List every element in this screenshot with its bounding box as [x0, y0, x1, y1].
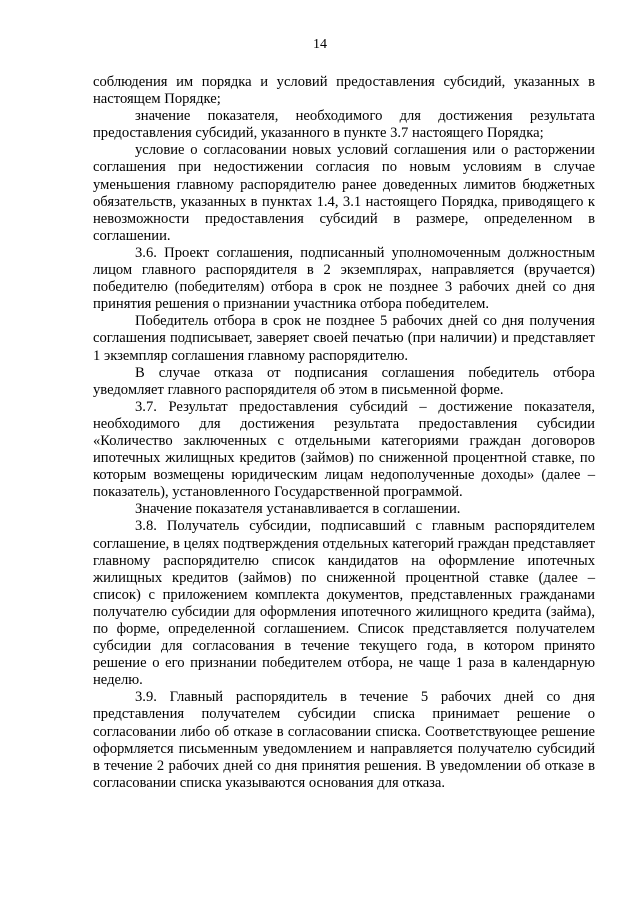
page-number: 14 [313, 37, 327, 52]
paragraph-indicator-value: значение показателя, необходимого для достижения результата предоставления субсидий, указанного в пункте 3.7 настоящего Порядка; [93, 108, 595, 142]
paragraph-indicator-in-agreement: Значение показателя устанавливается в соглашении. [135, 501, 461, 518]
paragraph-3-6-draft-agreement: 3.6. Проект соглашения, подписанный уполномоченным должностным лицом главного распорядителя в 2 экземплярах, направляется (вручается) победителю (победителям) отбора в срок не позднее 3 рабочих дней со дня принятия решения о признании участника отбора победителем. [93, 244, 595, 313]
paragraph-3-7-result: 3.7. Результат предоставления субсидий – достижение показателя, необходимого для достижения результата предоставления субсидии «Количество заключенных с отдельными категориями граждан договоров ипотечных жилищных кредитов (займов) по сниженной процентной ставке, по которым возмещены юридическим лицам недополученные доходы» (далее – показатель), установленного Государственной программой. [93, 398, 595, 501]
paragraph-3-9-approval-decision: 3.9. Главный распорядитель в течение 5 рабочих дней со дня представления получателем субсидии списка принимает решение о согласовании либо об отказе в согласовании списка. Соответствующее решение оформляется письменным уведомлением и направляется получателю субсидий в течение 2 рабочих дней со дня принятия решения. В уведомлении об отказе в согласовании списка указываются основания для отказа. [93, 689, 595, 791]
document-body [93, 74, 595, 792]
paragraph-3-8-candidate-list: 3.8. Получатель субсидии, подписавший с главным распорядителем соглашение, в целях подтверждения отдельных категорий граждан представляет главному распорядителю список кандидатов на оформление ипотечных жилищных кредитов (займов) по сниженной процентной ставке (далее – список) с приложением комплекта документов, представленных гражданами получателю субсидии для оформления ипотечного жилищного кредита (займа), по форме, определенной соглашением. Список представляется получателем субсидии для согласования в течение текущего года, в котором принято решение о его признании победителем отбора, не чаще 1 раза в календарную неделю. [93, 518, 595, 689]
paragraph-agreement-termination: условие о согласовании новых условий соглашения или о расторжении соглашения при недостижении согласия по новым условиям в случае уменьшения главному распорядителю ранее доведенных лимитов бюджетных обязательств, указанных в пунктах 1.4, 3.1 настоящего Порядка, приводящего к невозможности предоставления субсидий в размере, определенном в соглашении. [93, 142, 595, 244]
paragraph-winner-signs: Победитель отбора в срок не позднее 5 рабочих дней со дня получения соглашения подписывает, заверяет своей печатью (при наличии) и представляет 1 экземпляр соглашения главному распорядителю. [93, 313, 595, 364]
paragraph-refusal-notice: В случае отказа от подписания соглашения победитель отбора уведомляет главного распорядителя об этом в письменной форме. [93, 364, 595, 398]
paragraph-conditions-compliance: соблюдения им порядка и условий предоставления субсидий, указанных в настоящем Порядке; [93, 74, 595, 108]
